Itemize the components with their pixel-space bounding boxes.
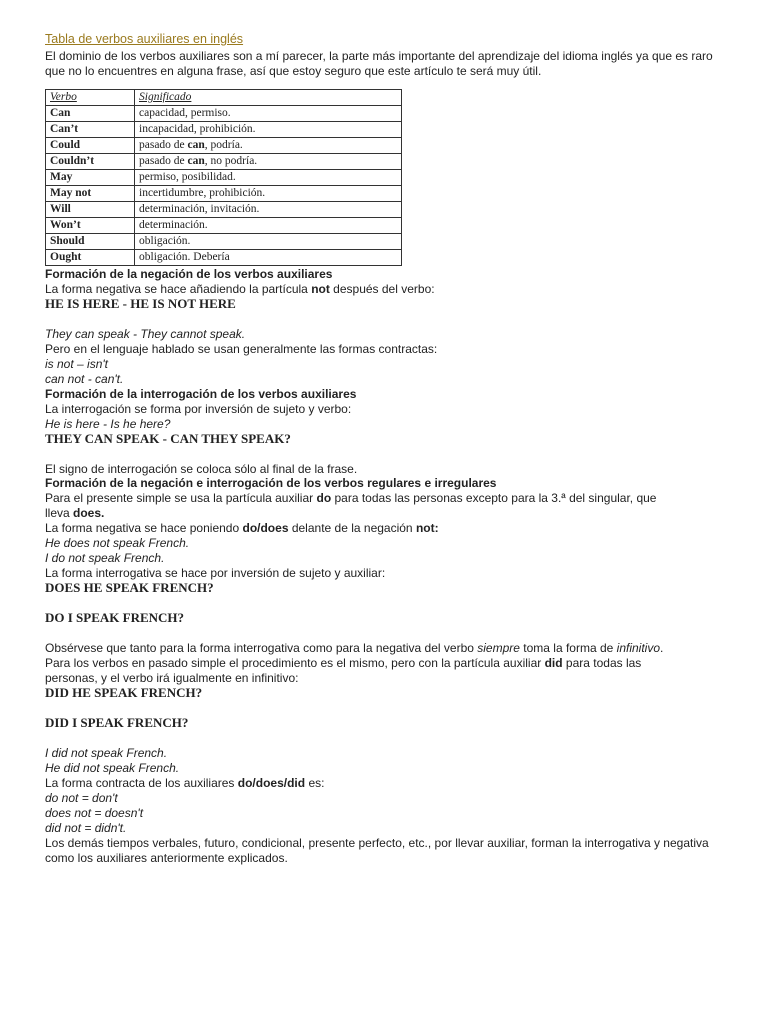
emphasis-siempre: siempre — [477, 641, 520, 655]
example-heading: DOES HE SPEAK FRENCH? — [45, 580, 214, 595]
verb-cell: Will — [46, 202, 135, 218]
example-heading: DID HE SPEAK FRENCH? — [45, 685, 203, 700]
negation-paragraph — [45, 282, 725, 297]
meaning-cell: pasado de can, no podría. — [135, 154, 402, 170]
example-heading: HE IS HERE - HE IS NOT HERE — [45, 296, 236, 311]
meaning-cell: incapacidad, prohibición. — [135, 122, 402, 138]
text-span: después del verbo: — [329, 282, 435, 296]
text-span: es: — [305, 776, 325, 790]
example-line: can not - can't. — [45, 372, 124, 386]
emphasis-infinitivo: infinitivo — [616, 641, 661, 655]
verb-cell: May not — [46, 186, 135, 202]
table-row — [46, 154, 402, 170]
meaning-cell: incertidumbre, prohibición. — [135, 186, 402, 202]
verb-cell: May — [46, 170, 135, 186]
example-line: did not = didn't. — [45, 821, 127, 835]
table-row — [46, 234, 402, 250]
keyword-do: do — [316, 491, 332, 505]
example-line: They can speak - They cannot speak. — [45, 327, 246, 341]
verb-cell: Couldn’t — [46, 154, 135, 170]
table-row — [46, 250, 402, 266]
verb-cell: Won’t — [46, 218, 135, 234]
text-span: La forma negativa se hace añadiendo la partícula — [45, 282, 312, 296]
text-span: Obsérvese que tanto para la forma interrogativa como para la negativa del verbo — [45, 641, 478, 655]
article-title-link[interactable]: Tabla de verbos auxiliares en inglés — [45, 32, 244, 46]
text-span: para todas las personas excepto para la 3.ª del singular, que — [331, 491, 657, 505]
closing-paragraph: Los demás tiempos verbales, futuro, condicional, presente perfecto, etc., por llevar auxiliar, forman la interrogativa y negativa como los auxiliares anteriormente explicados. — [45, 836, 709, 865]
interrogative-form-paragraph: La forma interrogativa se hace por inversión de sujeto y auxiliar: — [45, 566, 386, 580]
contractions-paragraph: Pero en el lenguaje hablado se usan generalmente las formas contractas: — [45, 342, 438, 356]
interrogation-paragraph: La interrogación se forma por inversión de sujeto y verbo: — [45, 402, 352, 416]
example-line: is not – isn't — [45, 357, 108, 371]
present-simple-paragraph — [45, 491, 725, 506]
keyword-do-does-did: do/does/did — [237, 776, 306, 790]
verb-cell: Could — [46, 138, 135, 154]
example-line: I did not speak French. — [45, 746, 168, 760]
auxiliary-verbs-table — [45, 89, 402, 266]
intro-paragraph: El dominio de los verbos auxiliares son a mí parecer, la parte más importante del aprendizaje del idioma inglés ya que es raro que no lo encuentres en alguna frase, así que estoy seguro que este artículo te será muy útil. — [45, 49, 713, 78]
keyword-do-does: do/does — [242, 521, 289, 535]
example-line: I do not speak French. — [45, 551, 165, 565]
table-row — [46, 218, 402, 234]
negative-form-paragraph — [45, 521, 725, 536]
example-heading: THEY CAN SPEAK - CAN THEY SPEAK? — [45, 431, 291, 446]
meaning-cell: pasado de can, podría. — [135, 138, 402, 154]
meaning-cell: capacidad, permiso. — [135, 106, 402, 122]
table-header-row — [46, 90, 402, 106]
example-line: He does not speak French. — [45, 536, 190, 550]
verb-cell: Should — [46, 234, 135, 250]
infinitive-note — [45, 641, 725, 656]
text-span: lleva — [45, 506, 74, 520]
contraction-paragraph — [45, 776, 725, 791]
table-row — [46, 138, 402, 154]
text-span: Para los verbos en pasado simple el procedimiento es el mismo, pero con la partícula auxiliar — [45, 656, 545, 670]
table-row — [46, 202, 402, 218]
meaning-cell: determinación, invitación. — [135, 202, 402, 218]
text-span: delante de la negación — [288, 521, 416, 535]
text-span: La forma contracta de los auxiliares — [45, 776, 238, 790]
section-heading-regular-irregular: Formación de la negación e interrogación de los verbos regulares e irregulares — [45, 476, 497, 490]
text-span: La forma negativa se hace poniendo — [45, 521, 243, 535]
keyword-does: does. — [73, 506, 105, 520]
table-row — [46, 122, 402, 138]
text-span: . — [660, 641, 664, 655]
example-heading: DO I SPEAK FRENCH? — [45, 610, 185, 625]
meaning-cell: obligación. — [135, 234, 402, 250]
column-header-verbo: Verbo — [46, 90, 135, 106]
example-heading: DID I SPEAK FRENCH? — [45, 715, 189, 730]
section-heading-negation: Formación de la negación de los verbos auxiliares — [45, 267, 333, 281]
meaning-cell: obligación. Debería — [135, 250, 402, 266]
text-span: para todas las — [562, 656, 642, 670]
past-simple-paragraph — [45, 656, 725, 671]
table-row — [46, 186, 402, 202]
example-line: He did not speak French. — [45, 761, 180, 775]
example-line: do not = don't — [45, 791, 118, 805]
keyword-did: did — [544, 656, 563, 670]
verb-cell: Ought — [46, 250, 135, 266]
example-line: does not = doesn't — [45, 806, 144, 820]
table-row — [46, 170, 402, 186]
table-row — [46, 106, 402, 122]
keyword-not: not — [311, 282, 330, 296]
section-heading-interrogation: Formación de la interrogación de los verbos auxiliares — [45, 387, 357, 401]
present-simple-paragraph-cont — [45, 506, 725, 521]
text-span: Para el presente simple se usa la partícula auxiliar — [45, 491, 317, 505]
keyword-not: not: — [415, 521, 439, 535]
text-span: toma la forma de — [519, 641, 617, 655]
verb-cell: Can’t — [46, 122, 135, 138]
past-simple-paragraph-cont: personas, y el verbo irá igualmente en infinitivo: — [45, 671, 299, 685]
meaning-cell: permiso, posibilidad. — [135, 170, 402, 186]
column-header-significado: Significado — [135, 90, 402, 106]
meaning-cell: determinación. — [135, 218, 402, 234]
question-mark-note: El signo de interrogación se coloca sólo al final de la frase. — [45, 462, 358, 476]
example-line: He is here - Is he here? — [45, 417, 171, 431]
verb-cell: Can — [46, 106, 135, 122]
